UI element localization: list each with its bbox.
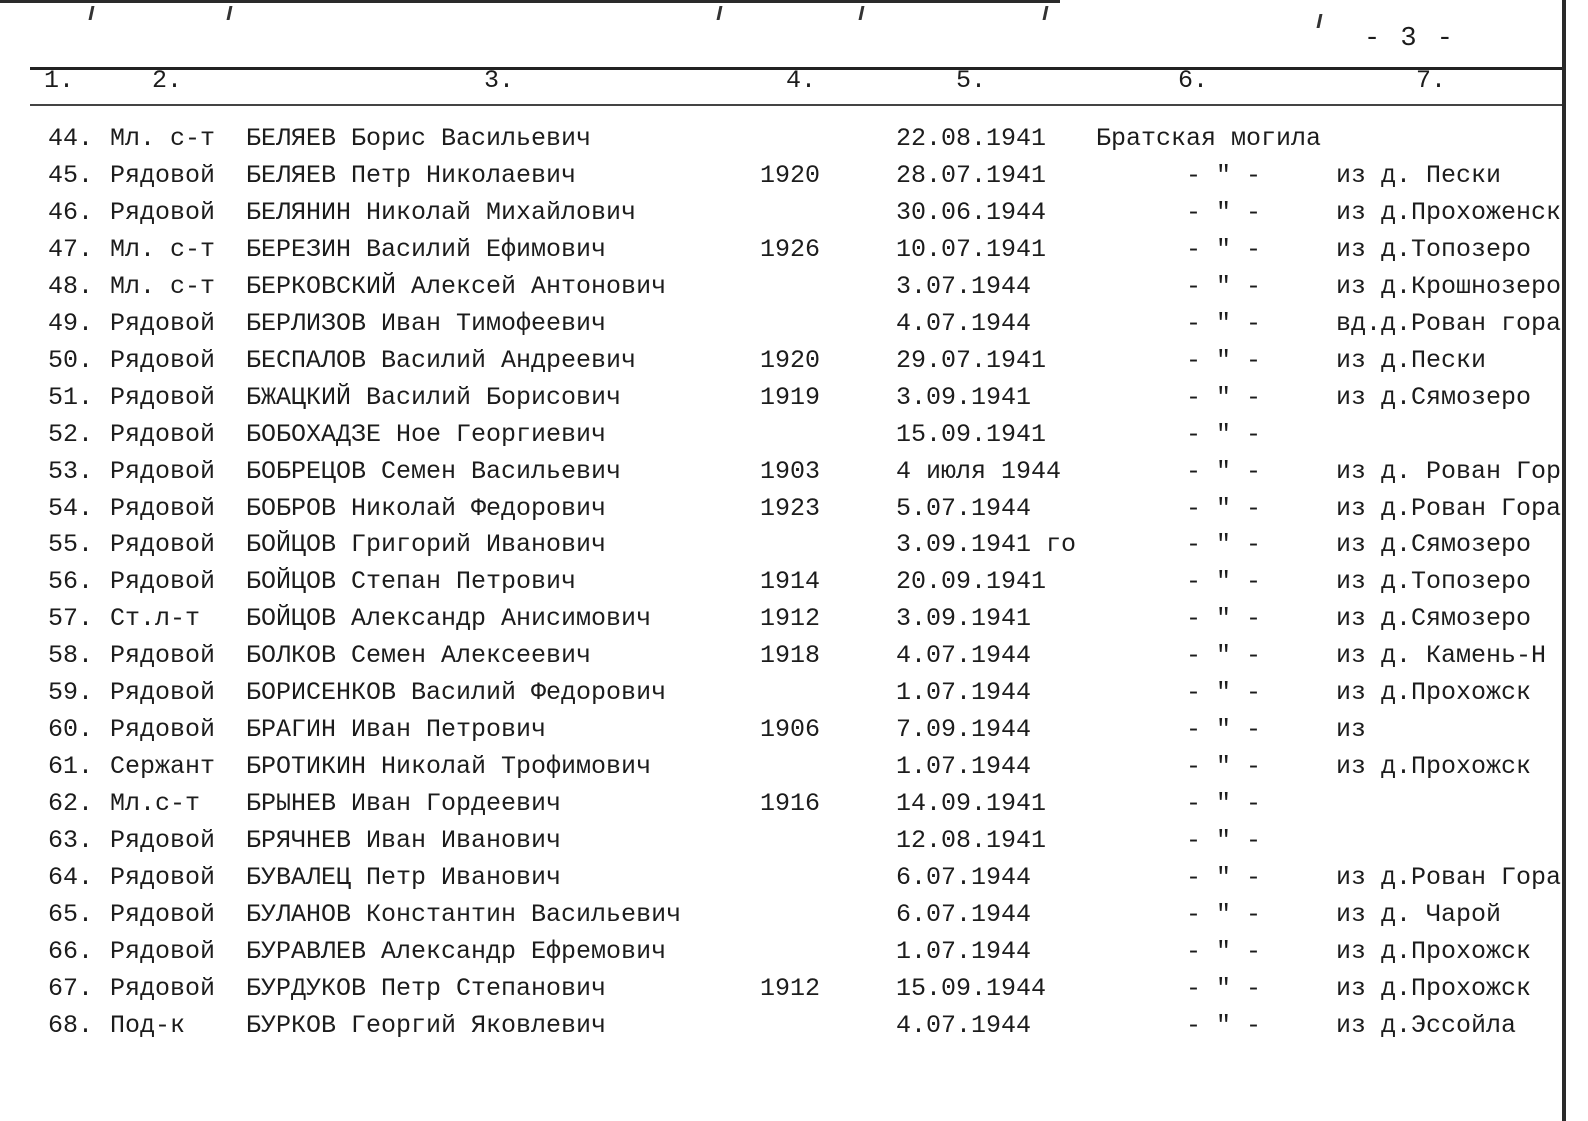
rank-cell: Рядовой xyxy=(110,863,216,892)
row-number: 66. xyxy=(48,936,94,966)
burial-place-cell: - " - xyxy=(1186,493,1262,523)
rank-cell: Рядовой xyxy=(110,826,216,856)
row-number: 47. xyxy=(48,234,94,264)
table-row xyxy=(0,383,1560,419)
table-row xyxy=(0,974,1560,1010)
table-row xyxy=(0,272,1560,308)
row-number: 57. xyxy=(48,604,94,634)
rank-cell: Мл. с-т xyxy=(110,124,216,153)
death-date-cell: 4 июля 1944 xyxy=(896,456,1062,486)
origin-cell: из д.Топозеро xyxy=(1336,234,1532,264)
death-date-cell: 10.07.1941 xyxy=(896,234,1047,264)
birth-year-cell: 1918 xyxy=(760,641,821,671)
table-row xyxy=(0,124,1560,160)
burial-place-cell: - " - xyxy=(1186,826,1262,856)
name-cell: БЕРЕЗИН Василий Ефимович xyxy=(246,234,607,264)
rank-cell: Рядовой xyxy=(110,456,216,486)
name-cell: БЕЛЯЕВ Петр Николаевич xyxy=(246,160,577,190)
row-number: 49. xyxy=(48,308,94,338)
table-row xyxy=(0,494,1560,530)
top-edge-rule xyxy=(0,0,1060,3)
column-header-1: 1. xyxy=(44,66,75,95)
row-number: 64. xyxy=(48,863,94,892)
rank-cell: Рядовой xyxy=(110,160,216,190)
name-cell: БЕРКОВСКИЙ Алексей Антонович xyxy=(246,271,667,301)
death-date-cell: 30.06.1944 xyxy=(896,197,1047,227)
burial-place-cell: - " - xyxy=(1186,604,1262,634)
origin-cell: из д.Эссойла xyxy=(1336,1010,1517,1040)
rank-cell: Под-к xyxy=(110,1010,186,1040)
origin-cell: из д.Прохожск xyxy=(1336,973,1532,1003)
death-date-cell: 1.07.1944 xyxy=(896,678,1032,708)
birth-year-cell: 1914 xyxy=(760,567,821,597)
death-date-cell: 20.09.1941 xyxy=(896,567,1047,597)
row-number: 54. xyxy=(48,493,94,523)
row-number: 48. xyxy=(48,271,94,301)
margin-tick-mark xyxy=(89,6,95,20)
margin-tick-mark xyxy=(1043,6,1049,20)
death-date-cell: 7.09.1944 xyxy=(896,715,1032,745)
rank-cell: Рядовой xyxy=(110,382,216,412)
column-header-4: 4. xyxy=(786,66,817,95)
page-number: - 3 - xyxy=(1364,24,1456,54)
origin-cell: из д. Рован Гор xyxy=(1336,456,1562,486)
death-date-cell: 4.07.1944 xyxy=(896,308,1032,338)
row-number: 45. xyxy=(48,160,94,190)
origin-cell: из д.Рован Гора xyxy=(1336,863,1562,892)
origin-cell: из xyxy=(1336,715,1367,745)
burial-place-cell: - " - xyxy=(1186,567,1262,597)
birth-year-cell: 1926 xyxy=(760,234,821,264)
row-number: 50. xyxy=(48,345,94,375)
death-date-cell: 14.09.1941 xyxy=(896,789,1047,819)
death-date-cell: 3.07.1944 xyxy=(896,271,1032,301)
name-cell: БОЛКОВ Семен Алексеевич xyxy=(246,641,592,671)
origin-cell: вд.д.Рован гора xyxy=(1336,308,1562,338)
death-date-cell: 6.07.1944 xyxy=(896,863,1032,892)
table-row xyxy=(0,309,1560,345)
rank-cell: Рядовой xyxy=(110,567,216,597)
name-cell: БЕЛЯНИН Николай Михайлович xyxy=(246,197,637,227)
name-cell: БОБРОВ Николай Федорович xyxy=(246,493,607,523)
row-number: 61. xyxy=(48,752,94,782)
column-header-2: 2. xyxy=(152,66,183,95)
name-cell: БОЙЦОВ Степан Петрович xyxy=(246,567,577,597)
row-number: 56. xyxy=(48,567,94,597)
birth-year-cell: 1923 xyxy=(760,493,821,523)
death-date-cell: 3.09.1941 го xyxy=(896,530,1077,560)
name-cell: БУЛАНОВ Константин Васильевич xyxy=(246,899,682,929)
rank-cell: Мл. с-т xyxy=(110,234,216,264)
origin-cell: из д.Прохожск xyxy=(1336,936,1532,966)
death-date-cell: 5.07.1944 xyxy=(896,493,1032,523)
name-cell: БЕСПАЛОВ Василий Андреевич xyxy=(246,345,637,375)
row-number: 60. xyxy=(48,715,94,745)
name-cell: БРАГИН Иван Петрович xyxy=(246,715,547,745)
origin-cell: из д.Прохожск xyxy=(1336,752,1532,782)
birth-year-cell: 1903 xyxy=(760,456,821,486)
rank-cell: Рядовой xyxy=(110,493,216,523)
table-row xyxy=(0,161,1560,197)
burial-place-cell: - " - xyxy=(1186,899,1262,929)
table-row xyxy=(0,1011,1560,1047)
burial-place-cell: - " - xyxy=(1186,863,1262,892)
table-row xyxy=(0,420,1560,456)
table-row xyxy=(0,715,1560,751)
name-cell: БОБРЕЦОВ Семен Васильевич xyxy=(246,456,622,486)
burial-place-cell: - " - xyxy=(1186,308,1262,338)
death-date-cell: 29.07.1941 xyxy=(896,345,1047,375)
burial-place-cell: - " - xyxy=(1186,715,1262,745)
row-number: 44. xyxy=(48,124,94,153)
table-row xyxy=(0,198,1560,234)
rank-cell: Сержант xyxy=(110,752,216,782)
column-header-6: 6. xyxy=(1178,66,1209,95)
death-date-cell: 22.08.1941 xyxy=(896,124,1047,153)
table-row xyxy=(0,457,1560,493)
rank-cell: Рядовой xyxy=(110,973,216,1003)
column-header-3: 3. xyxy=(484,66,515,95)
table-row xyxy=(0,789,1560,825)
rank-cell: Мл.с-т xyxy=(110,789,201,819)
birth-year-cell: 1912 xyxy=(760,604,821,634)
name-cell: БЕЛЯЕВ Борис Васильевич xyxy=(246,124,592,153)
table-row xyxy=(0,900,1560,936)
name-cell: БРОТИКИН Николай Трофимович xyxy=(246,752,652,782)
burial-place-cell: - " - xyxy=(1186,973,1262,1003)
row-number: 65. xyxy=(48,899,94,929)
name-cell: БОЙЦОВ Григорий Иванович xyxy=(246,530,607,560)
table-row xyxy=(0,604,1560,640)
row-number: 62. xyxy=(48,789,94,819)
death-date-cell: 12.08.1941 xyxy=(896,826,1047,856)
rank-cell: Рядовой xyxy=(110,641,216,671)
origin-cell: из д.Сямозеро xyxy=(1336,382,1532,412)
table-row xyxy=(0,752,1560,788)
rank-cell: Рядовой xyxy=(110,678,216,708)
origin-cell: из д.Прохожск xyxy=(1336,678,1532,708)
rank-cell: Рядовой xyxy=(110,530,216,560)
rank-cell: Ст.л-т xyxy=(110,604,201,634)
rank-cell: Рядовой xyxy=(110,899,216,929)
burial-place-cell: - " - xyxy=(1186,271,1262,301)
birth-year-cell: 1919 xyxy=(760,382,821,412)
death-date-cell: 3.09.1941 xyxy=(896,382,1032,412)
row-number: 51. xyxy=(48,382,94,412)
origin-cell: из д.Сямозеро xyxy=(1336,530,1532,560)
row-number: 59. xyxy=(48,678,94,708)
row-number: 63. xyxy=(48,826,94,856)
burial-place-cell: - " - xyxy=(1186,382,1262,412)
death-date-cell: 1.07.1944 xyxy=(896,752,1032,782)
burial-place-cell: - " - xyxy=(1186,197,1262,227)
name-cell: БУРКОВ Георгий Яковлевич xyxy=(246,1010,607,1040)
name-cell: БРЯЧНЕВ Иван Иванович xyxy=(246,826,562,856)
row-number: 46. xyxy=(48,197,94,227)
table-row xyxy=(0,826,1560,862)
table-row xyxy=(0,235,1560,271)
right-edge-rule xyxy=(1562,0,1566,1121)
name-cell: БЖАЦКИЙ Василий Борисович xyxy=(246,382,622,412)
rank-cell: Рядовой xyxy=(110,715,216,745)
origin-cell: из д.Пески xyxy=(1336,345,1487,375)
burial-place-cell: - " - xyxy=(1186,530,1262,560)
origin-cell: из д. Чарой xyxy=(1336,899,1502,929)
rank-cell: Рядовой xyxy=(110,419,216,449)
row-number: 52. xyxy=(48,419,94,449)
margin-tick-mark xyxy=(227,6,233,20)
rank-cell: Рядовой xyxy=(110,308,216,338)
header-bottom-rule xyxy=(30,104,1562,106)
origin-cell: из д. Камень-Н xyxy=(1336,641,1547,671)
death-date-cell: 15.09.1941 xyxy=(896,419,1047,449)
row-number: 68. xyxy=(48,1010,94,1040)
rank-cell: Мл. с-т xyxy=(110,271,216,301)
table-row xyxy=(0,863,1560,899)
table-row xyxy=(0,346,1560,382)
burial-place-cell: - " - xyxy=(1186,678,1262,708)
name-cell: БОЙЦОВ Александр Анисимович xyxy=(246,604,652,634)
name-cell: БУВАЛЕЦ Петр Иванович xyxy=(246,863,562,892)
column-header-5: 5. xyxy=(956,66,987,95)
burial-place-cell: - " - xyxy=(1186,456,1262,486)
name-cell: БОРИСЕНКОВ Василий Федорович xyxy=(246,678,667,708)
death-date-cell: 28.07.1941 xyxy=(896,160,1047,190)
table-row xyxy=(0,567,1560,603)
origin-cell: из д.Крошнозеро xyxy=(1336,271,1562,301)
death-date-cell: 1.07.1944 xyxy=(896,936,1032,966)
margin-tick-mark xyxy=(717,6,723,20)
birth-year-cell: 1920 xyxy=(760,160,821,190)
origin-cell: из д.Топозеро xyxy=(1336,567,1532,597)
burial-place-cell: Братская могила xyxy=(1096,124,1322,153)
table-row xyxy=(0,641,1560,677)
death-date-cell: 6.07.1944 xyxy=(896,899,1032,929)
origin-cell: из д. Пески xyxy=(1336,160,1502,190)
row-number: 67. xyxy=(48,973,94,1003)
name-cell: БУРАВЛЕВ Александр Ефремович xyxy=(246,936,667,966)
table-row xyxy=(0,937,1560,973)
birth-year-cell: 1912 xyxy=(760,973,821,1003)
name-cell: БУРДУКОВ Петр Степанович xyxy=(246,973,607,1003)
burial-place-cell: - " - xyxy=(1186,160,1262,190)
burial-place-cell: - " - xyxy=(1186,234,1262,264)
rank-cell: Рядовой xyxy=(110,345,216,375)
rank-cell: Рядовой xyxy=(110,197,216,227)
burial-place-cell: - " - xyxy=(1186,936,1262,966)
burial-place-cell: - " - xyxy=(1186,789,1262,819)
name-cell: БЕРЛИЗОВ Иван Тимофеевич xyxy=(246,308,607,338)
row-number: 55. xyxy=(48,530,94,560)
birth-year-cell: 1916 xyxy=(760,789,821,819)
birth-year-cell: 1920 xyxy=(760,345,821,375)
name-cell: БРЫНЕВ Иван Гордеевич xyxy=(246,789,562,819)
death-date-cell: 15.09.1944 xyxy=(896,973,1047,1003)
death-date-cell: 4.07.1944 xyxy=(896,641,1032,671)
table-row xyxy=(0,530,1560,566)
name-cell: БОБОХАДЗЕ Ное Георгиевич xyxy=(246,419,607,449)
burial-place-cell: - " - xyxy=(1186,641,1262,671)
burial-place-cell: - " - xyxy=(1186,419,1262,449)
origin-cell: из д.Рован Гора xyxy=(1336,493,1562,523)
death-date-cell: 3.09.1941 xyxy=(896,604,1032,634)
row-number: 53. xyxy=(48,456,94,486)
row-number: 58. xyxy=(48,641,94,671)
burial-place-cell: - " - xyxy=(1186,752,1262,782)
origin-cell: из д.Прохоженск xyxy=(1336,197,1562,227)
birth-year-cell: 1906 xyxy=(760,715,821,745)
margin-tick-mark xyxy=(859,6,865,20)
burial-place-cell: - " - xyxy=(1186,1010,1262,1040)
column-header-7: 7. xyxy=(1416,66,1447,95)
rank-cell: Рядовой xyxy=(110,936,216,966)
origin-cell: из д.Сямозеро xyxy=(1336,604,1532,634)
burial-place-cell: - " - xyxy=(1186,345,1262,375)
table-row xyxy=(0,678,1560,714)
margin-tick-mark xyxy=(1317,14,1323,28)
death-date-cell: 4.07.1944 xyxy=(896,1010,1032,1040)
